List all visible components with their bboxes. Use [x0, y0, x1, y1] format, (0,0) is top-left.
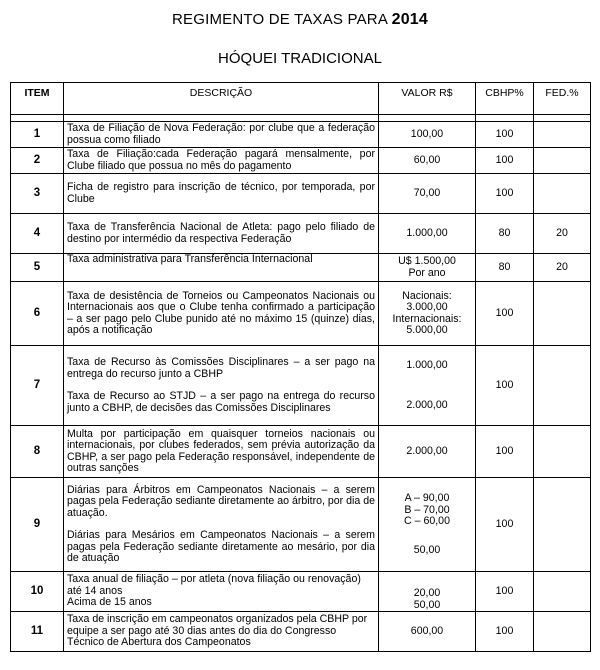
value-text: A – 90,00 — [404, 492, 450, 504]
row-cbhp: 100 — [476, 346, 534, 426]
row-cbhp: 100 — [476, 174, 534, 214]
table-row — [11, 174, 591, 214]
description-text: Taxa de Recurso às Comissões Disciplinares – a ser pago na entrega do recurso junto a CBHP — [67, 356, 375, 380]
table-row — [11, 282, 591, 346]
table-header-row — [11, 83, 591, 115]
row-cbhp: 100 — [476, 612, 534, 652]
row-item-number: 3 — [11, 174, 64, 214]
row-item-number: 4 — [11, 214, 64, 254]
row-item-number: 11 — [11, 612, 64, 652]
value-text: 50,00 — [413, 543, 441, 556]
row-cbhp: 100 — [476, 572, 534, 612]
row-cbhp: 80 — [476, 214, 534, 254]
table-row — [11, 612, 591, 652]
value-text: 1.000,00 — [406, 359, 448, 371]
table-row — [11, 346, 591, 426]
row-fed: 20 — [534, 254, 591, 282]
title-year: 2014 — [391, 11, 428, 28]
row-fed — [534, 426, 591, 478]
row-fed — [534, 282, 591, 346]
header-spacer-row — [11, 115, 591, 122]
row-value — [379, 214, 476, 254]
row-item-number: 6 — [11, 282, 64, 346]
row-item-number: 1 — [11, 122, 64, 148]
row-value — [379, 612, 476, 652]
description-text: Taxa anual de filiação – por atleta (nova filiação ou renovação) até 14 anos — [67, 573, 361, 597]
table-row — [11, 148, 591, 174]
row-fed — [534, 122, 591, 148]
row-description — [64, 254, 379, 282]
header-descricao: DESCRIÇÃO — [64, 83, 379, 115]
row-fed: 20 — [534, 214, 591, 254]
value-text: U$ 1.500,00 — [398, 255, 456, 267]
row-item-number: 8 — [11, 426, 64, 478]
value-text: B – 70,00 — [404, 503, 450, 516]
row-fed — [534, 174, 591, 214]
table-row — [11, 122, 591, 148]
row-fed — [534, 346, 591, 426]
row-fed — [534, 478, 591, 572]
row-item-number: 10 — [11, 572, 64, 612]
row-value — [379, 426, 476, 478]
value-text: 2.000,00 — [406, 444, 448, 457]
row-value — [379, 346, 476, 426]
row-description — [64, 122, 379, 148]
row-cbhp: 100 — [476, 478, 534, 572]
value-text: 2.000,00 — [406, 398, 448, 411]
value-text: 70,00 — [413, 186, 441, 199]
row-item-number: 7 — [11, 346, 64, 426]
row-cbhp: 100 — [476, 122, 534, 148]
row-cbhp: 100 — [476, 282, 534, 346]
row-item-number: 9 — [11, 478, 64, 572]
row-description — [64, 214, 379, 254]
description-text: Taxa administrativa para Transferência Internacional — [67, 253, 313, 265]
value-text: C – 60,00 — [404, 515, 450, 527]
value-text: 60,00 — [413, 153, 441, 166]
row-item-number: 2 — [11, 148, 64, 174]
value-text: 100,00 — [410, 127, 444, 140]
fees-table — [10, 82, 591, 652]
row-description — [64, 148, 379, 174]
row-description — [64, 612, 379, 652]
table-row — [11, 572, 591, 612]
value-text: 1.000,00 — [406, 226, 448, 239]
row-value — [379, 254, 476, 282]
row-value — [379, 282, 476, 346]
document-subtitle: HÓQUEI TRADICIONAL — [218, 50, 382, 67]
row-value — [379, 148, 476, 174]
description-text: Taxa de Filiação de Nova Federação: por clube que a federação possua como filiado — [67, 122, 375, 146]
row-cbhp: 100 — [476, 426, 534, 478]
value-text: 20,00 — [413, 587, 441, 599]
row-value — [379, 478, 476, 572]
row-value — [379, 122, 476, 148]
description-text: Taxa de inscrição em campeonatos organizados pela CBHP por equipe a ser pago até 30 dias antes do dia do Congresso Técnico de Abertura dos Campeonatos — [67, 613, 368, 649]
value-text: 600,00 — [410, 624, 444, 637]
header-fed: FED.% — [534, 83, 591, 115]
row-description — [64, 478, 379, 572]
value-text: Por ano — [408, 266, 446, 279]
description-text: Acima de 15 anos — [67, 596, 152, 609]
row-item-number: 5 — [11, 254, 64, 282]
description-text: Taxa de Transferência Nacional de Atleta: pago pelo filiado de destino por intermédio da respectiva Federação — [67, 221, 375, 245]
table-row — [11, 426, 591, 478]
value-text: 50,00 — [413, 598, 441, 611]
row-fed — [534, 612, 591, 652]
title-main: REGIMENTO DE TAXAS PARA — [172, 11, 388, 28]
header-cbhp: CBHP% — [476, 83, 534, 115]
header-item: ITEM — [11, 83, 64, 115]
description-text: Ficha de registro para inscrição de técnico, por temporada, por Clube — [67, 181, 375, 205]
description-text: Multa por participação em quaisquer torneios nacionais ou internacionais, por clubes federados, sem prévia autorização da CBHP, a ser pago pela Federação responsável, independente de outras sanções — [67, 427, 375, 474]
row-description — [64, 174, 379, 214]
row-description — [64, 426, 379, 478]
description-text: Diárias para Árbitros em Campeonatos Nacionais – a serem pagas pela Federação sediante diretamente ao árbitro, por dia de atuação. — [67, 483, 376, 519]
row-cbhp: 80 — [476, 254, 534, 282]
row-fed — [534, 148, 591, 174]
document-title — [0, 11, 600, 29]
row-description — [64, 346, 379, 426]
row-cbhp: 100 — [476, 148, 534, 174]
table-row — [11, 214, 591, 254]
row-value — [379, 174, 476, 214]
row-description — [64, 282, 379, 346]
header-valor: VALOR R$ — [379, 83, 476, 115]
row-description — [64, 572, 379, 612]
table-row — [11, 254, 591, 282]
description-text: Taxa de Recurso ao STJD – a ser pago na entrega do recurso junto a CBHP, de decisões das Comissões Disciplinares — [67, 390, 375, 414]
description-text: Diárias para Mesários em Campeonatos Nacionais – a serem pagas pela Federação sediante diretamente ao mesário, por dia de atuação — [67, 529, 375, 564]
value-text: Nacionais: — [402, 289, 452, 302]
row-value — [379, 572, 476, 612]
table-row — [11, 478, 591, 572]
value-text: 3.000,00 — [406, 301, 448, 313]
value-text: Internacionais: — [392, 312, 462, 325]
value-text: 5.000,00 — [406, 324, 448, 336]
description-text: Taxa de Filiação:cada Federação pagará mensalmente, por Clube filiado que possua no mês do pagamento — [67, 148, 375, 172]
row-fed — [534, 572, 591, 612]
description-text: Taxa de desistência de Torneios ou Campeonatos Nacionais ou Internacionais aos que o Clube tenha confirmado a participação – a ser pago pelo Clube punido até no máximo 15 (quinze) dias, após a notificação — [67, 289, 375, 336]
